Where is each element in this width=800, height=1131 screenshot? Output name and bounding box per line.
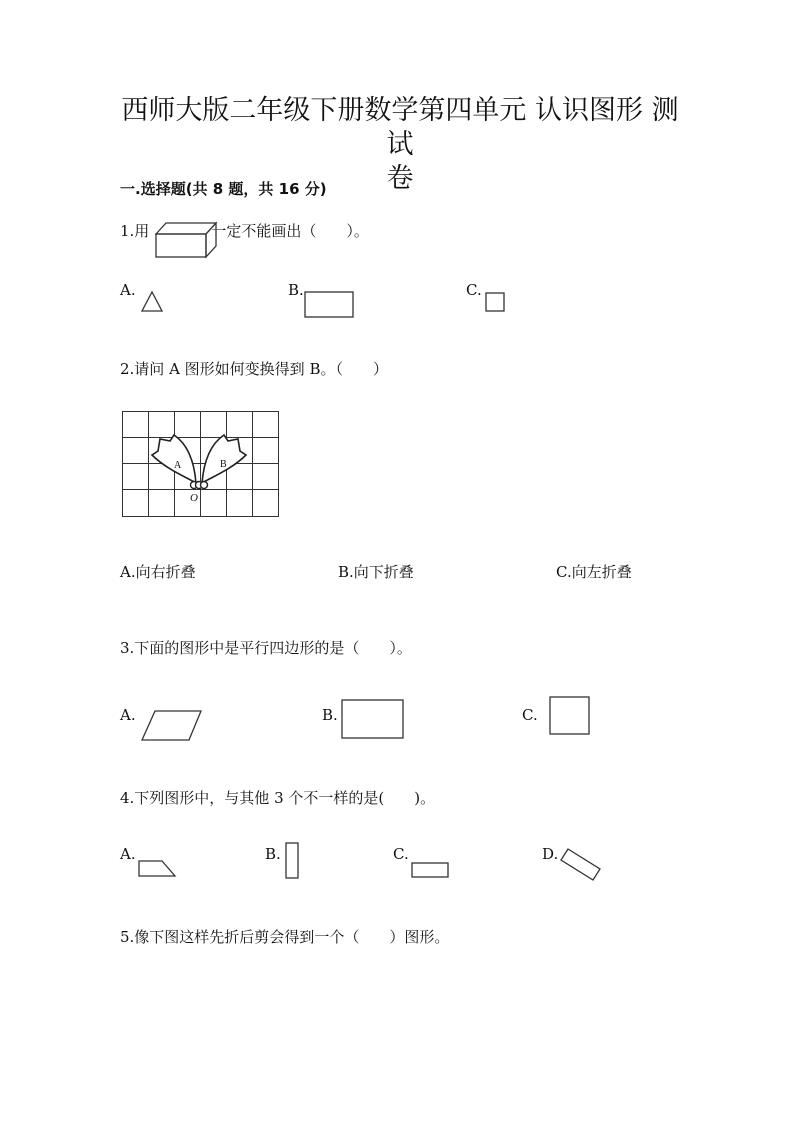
cuboid-figure	[155, 222, 217, 258]
question-2: 2.请问 A 图形如何变换得到 B。（ ）	[120, 360, 388, 378]
section-heading: 一.选择题(共 8 题，共 16 分)	[120, 180, 327, 198]
label-o: O	[190, 492, 198, 504]
trapezoid-shape	[138, 860, 176, 877]
grid-figure	[122, 411, 279, 517]
q3-option-c[interactable]: C.	[522, 706, 538, 724]
title-line-1: 西师大版二年级下册数学第四单元 认识图形 测试	[121, 95, 679, 160]
triangle-shape	[141, 291, 163, 313]
tall-rectangle-shape	[285, 842, 299, 879]
question-1-prefix: 1.用	[120, 222, 150, 240]
question-4: 4.下列图形中，与其他 3 个不一样的是( )。	[120, 789, 436, 807]
title-line-2: 卷	[386, 163, 414, 194]
q2-option-b[interactable]: B.向下折叠	[338, 563, 414, 581]
q1-option-c[interactable]: C.	[466, 281, 482, 299]
q2-option-a[interactable]: A.向右折叠	[120, 563, 196, 581]
label-a: A	[174, 460, 182, 471]
rectangle-shape	[341, 699, 404, 739]
q2-option-c[interactable]: C.向左折叠	[556, 563, 632, 581]
tilted-rectangle-shape	[560, 848, 602, 882]
q4-option-b[interactable]: B.	[265, 845, 281, 863]
q3-option-a[interactable]: A.	[120, 706, 136, 724]
q1-option-a[interactable]: A.	[120, 281, 136, 299]
question-1-suffix: 一定不能画出（ ）。	[211, 222, 369, 240]
wide-rectangle-shape	[411, 862, 449, 878]
q4-option-a[interactable]: A.	[120, 845, 136, 863]
square-shape	[549, 696, 590, 735]
question-5: 5.像下图这样先折后剪会得到一个（ ）图形。	[120, 928, 450, 946]
label-b: B	[220, 459, 227, 470]
q1-option-b[interactable]: B.	[288, 281, 304, 299]
parallelogram-shape	[141, 710, 203, 742]
q3-option-b[interactable]: B.	[322, 706, 338, 724]
rectangle-shape	[304, 291, 354, 318]
square-shape	[485, 292, 505, 312]
question-3: 3.下面的图形中是平行四边形的是（ ）。	[120, 639, 412, 657]
q4-option-d[interactable]: D.	[542, 845, 559, 863]
q4-option-c[interactable]: C.	[393, 845, 409, 863]
